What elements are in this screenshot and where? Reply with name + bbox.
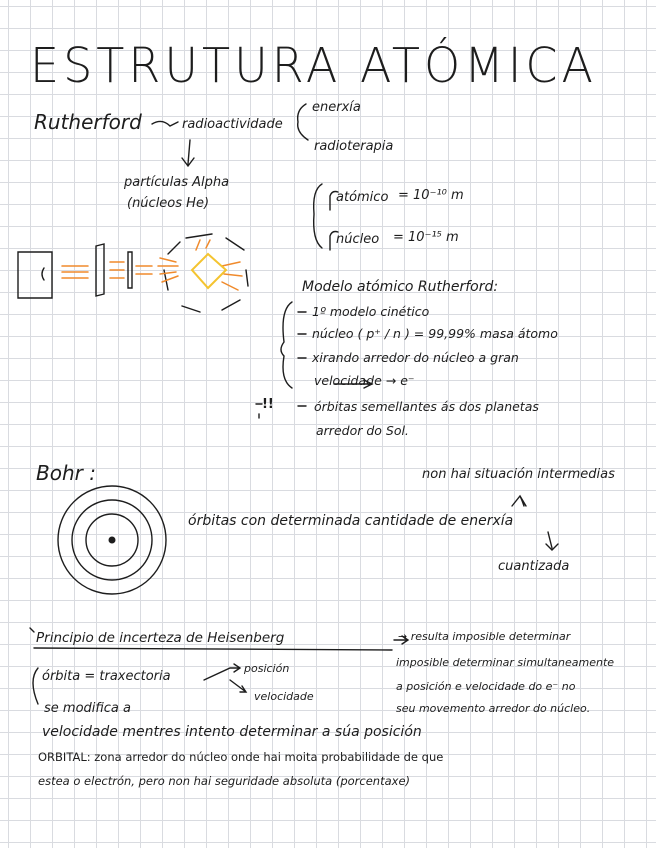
- model-point-2: núcleo ( p⁺ / n ) = 99,99% masa átomo: [312, 326, 558, 341]
- plate-icon: [96, 244, 104, 296]
- heisenberg-result-1: → resulta imposible determinar: [398, 630, 571, 643]
- heisenberg-result-3: a posición e velocidade do e⁻ no: [396, 680, 576, 693]
- model-point-4b: arredor do Sol.: [316, 423, 409, 438]
- arrow-velocity-icon: [230, 680, 246, 692]
- use-radiotherapy: radioterapia: [314, 139, 394, 154]
- r-symbol-icon: [330, 192, 338, 211]
- brace-uses-icon: [298, 104, 308, 140]
- radioactivity-label: radioactividade: [182, 117, 283, 132]
- nucleus-icon: [192, 254, 226, 288]
- size-nucleus-value: = 10⁻¹⁵ m: [393, 230, 459, 245]
- size-atomic-value: = 10⁻¹⁰ m: [398, 188, 464, 203]
- arrow-position-icon: [204, 664, 240, 680]
- particles-nuclei: (núcleos He): [127, 196, 210, 211]
- bohr-heading: Bohr :: [36, 461, 96, 485]
- brace-sizes-icon: [314, 184, 322, 248]
- foil-icon: [128, 252, 132, 288]
- arrow-down-icon-2: [546, 532, 558, 550]
- heisenberg-result-4: seu movemento arredor do núcleo.: [396, 702, 591, 715]
- orbital-definition-2: estea o electrón, pero non hai seguridade absoluta (porcentaxe): [38, 774, 411, 788]
- velocity-line: velocidade mentres intento determinar a súa posición: [42, 724, 422, 740]
- modifies-text: se modifica a: [44, 701, 131, 716]
- model-title: Modelo atómico Rutherford:: [302, 279, 499, 295]
- velocity-label: velocidade: [254, 690, 314, 703]
- heisenberg-result-2: imposible determinar simultaneamente: [396, 656, 615, 669]
- brace-model-icon: [281, 302, 292, 388]
- bohr-nucleus-icon: [109, 537, 116, 544]
- position-label: posición: [244, 662, 290, 675]
- model-point-3b: velocidade → e⁻: [314, 373, 415, 388]
- heisenberg-heading: Principio de incerteza de Heisenberg: [36, 630, 285, 646]
- orbital-definition: ORBITAL: zona arredor do núcleo onde hai moita probabilidade de que: [38, 750, 444, 764]
- brace-orbit-icon: [33, 668, 38, 704]
- rutherford-heading: Rutherford: [34, 110, 142, 134]
- page-title: ESTRUTURA ATÓMICA: [30, 36, 597, 94]
- warning-mark: !!: [262, 397, 274, 412]
- arrow-down-icon: [182, 140, 194, 166]
- source-box-icon: [18, 252, 52, 298]
- bohr-orbits-text: órbitas con determinada cantidade de enerxía: [188, 513, 514, 529]
- orbit-equals-trajectory: órbita = traxectoria: [42, 669, 171, 684]
- model-point-1: 1º modelo cinético: [312, 304, 430, 319]
- r-symbol-icon-2: [330, 232, 338, 251]
- bohr-quantized: cuantizada: [498, 559, 570, 574]
- underline-icon: [34, 648, 392, 650]
- size-atomic-label: atómico: [336, 190, 389, 205]
- model-point-4: órbitas semellantes ás dos planetas: [314, 399, 539, 414]
- model-point-3: xirando arredor do núcleo a gran: [312, 350, 519, 365]
- bohr-note-top: non hai situación intermedias: [422, 467, 615, 482]
- use-energy: enerxía: [312, 100, 361, 115]
- size-nucleus-label: núcleo: [336, 232, 380, 247]
- particles-alpha: partículas Alpha: [124, 175, 230, 190]
- arrow-up-icon: [512, 496, 526, 506]
- detector-icon: [164, 234, 248, 312]
- arrow-rutherford-icon: [152, 121, 178, 126]
- alpha-beam-icon: [62, 240, 242, 290]
